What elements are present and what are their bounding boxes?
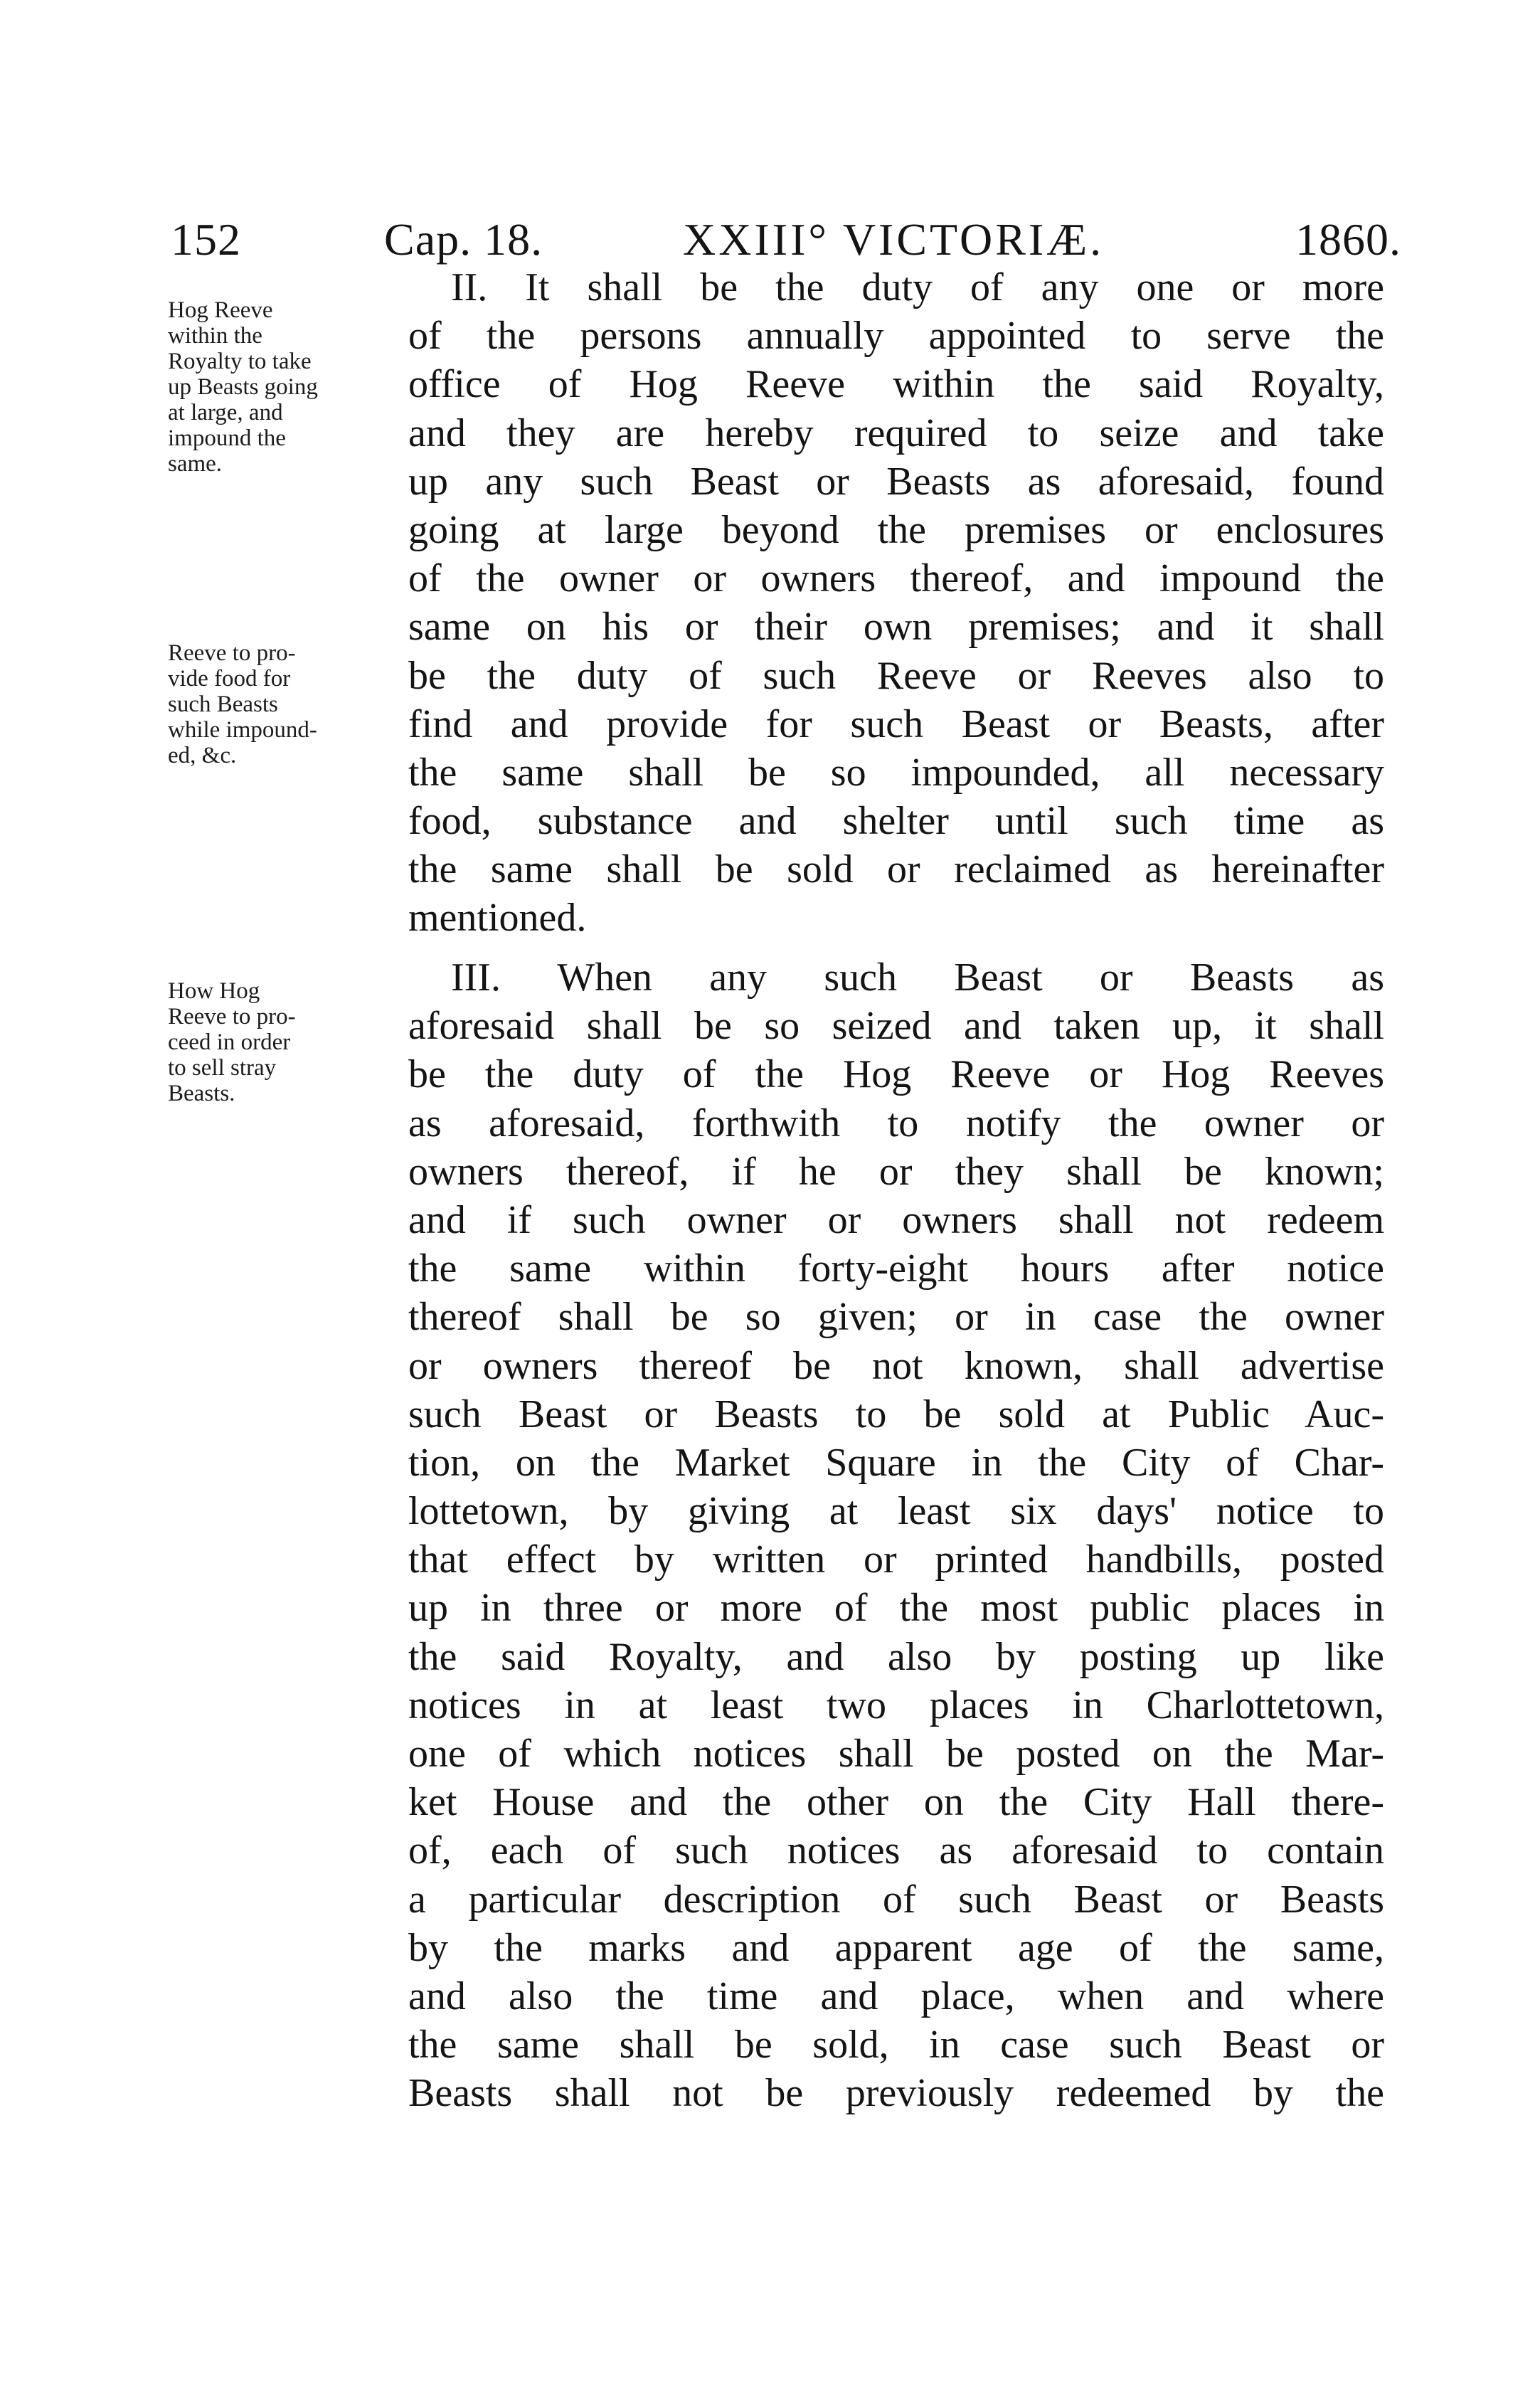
section-line: and also the time and place, when and where	[408, 1974, 1384, 2018]
section-line: going at large beyond the premises or enclosures	[408, 507, 1384, 552]
section-line: such Beast or Beasts to be sold at Public Auc-	[408, 1392, 1384, 1436]
section-line: and they are hereby required to seize and take	[408, 411, 1384, 455]
section-line: find and provide for such Beast or Beasts, after	[408, 701, 1384, 746]
section-line: food, substance and shelter until such time as	[408, 799, 1384, 844]
chapter-label: Cap. 18.	[384, 214, 543, 265]
section-line: up any such Beast or Beasts as aforesaid, found	[408, 459, 1384, 504]
section-line: Beasts shall not be previously redeemed by the	[408, 2071, 1384, 2116]
section-line: as aforesaid, forthwith to notify the owner or	[408, 1101, 1384, 1145]
section-line: the same shall be sold or reclaimed as hereinafter	[408, 847, 1384, 892]
header-title: XXIII° VICTORIÆ.	[683, 214, 1105, 265]
section-line: the same shall be sold, in case such Beast or	[408, 2023, 1384, 2067]
page-number: 152	[171, 214, 241, 265]
section-line: owners thereof, if he or they shall be known;	[408, 1149, 1384, 1194]
section-line: office of Hog Reeve within the said Royalty,	[408, 362, 1384, 407]
section-line: tion, on the Market Square in the City of Char-	[408, 1440, 1384, 1485]
section-line: III. When any such Beast or Beasts as	[451, 955, 1384, 1000]
section-line: and if such owner or owners shall not redeem	[408, 1197, 1384, 1242]
section-line: same on his or their own premises; and it shall	[408, 605, 1384, 650]
section-line: a particular description of such Beast or Beasts	[408, 1877, 1384, 1922]
margin-note-hog-reeve-duty: Hog Reeve within the Royalty to take up Beasts going at large, and impound the same.	[168, 297, 318, 477]
section-ii	[408, 263, 1384, 943]
section-line: the same within forty-eight hours after notice	[408, 1246, 1384, 1291]
margin-note-reeve-provide-food: Reeve to pro- vide food for such Beasts while impound- ed, &c.	[168, 640, 317, 768]
section-line: up in three or more of the most public places in	[408, 1586, 1384, 1631]
margin-note-sell-stray-beasts: How Hog Reeve to pro- ceed in order to sell stray Beasts.	[168, 978, 296, 1106]
section-line: of the persons annually appointed to serve the	[408, 314, 1384, 359]
section-line: II. It shall be the duty of any one or more	[451, 265, 1384, 309]
section-line: one of which notices shall be posted on the Mar-	[408, 1732, 1384, 1776]
section-line: lottetown, by giving at least six days' notice to	[408, 1489, 1384, 1534]
section-line: be the duty of the Hog Reeve or Hog Reeves	[408, 1052, 1384, 1097]
section-line: thereof shall be so given; or in case the owner	[408, 1295, 1384, 1340]
header-year: 1860.	[1295, 214, 1401, 265]
section-line: be the duty of such Reeve or Reeves also to	[408, 653, 1384, 698]
section-line: of, each of such notices as aforesaid to contain	[408, 1828, 1384, 1873]
section-line: aforesaid shall be so seized and taken up, it shall	[408, 1004, 1384, 1049]
section-line: the same shall be so impounded, all necessary	[408, 750, 1384, 795]
running-header	[171, 213, 1401, 270]
section-line: the said Royalty, and also by posting up like	[408, 1634, 1384, 1679]
section-line: of the owner or owners thereof, and impound the	[408, 556, 1384, 601]
section-line: mentioned.	[408, 896, 587, 941]
section-line: or owners thereof be not known, shall advertise	[408, 1343, 1384, 1388]
section-line: notices in at least two places in Charlottetown,	[408, 1683, 1384, 1727]
section-line: that effect by written or printed handbills, posted	[408, 1537, 1384, 1582]
section-iii	[408, 953, 1384, 2118]
section-line: ket House and the other on the City Hall there-	[408, 1780, 1384, 1825]
section-line: by the marks and apparent age of the same,	[408, 1925, 1384, 1970]
